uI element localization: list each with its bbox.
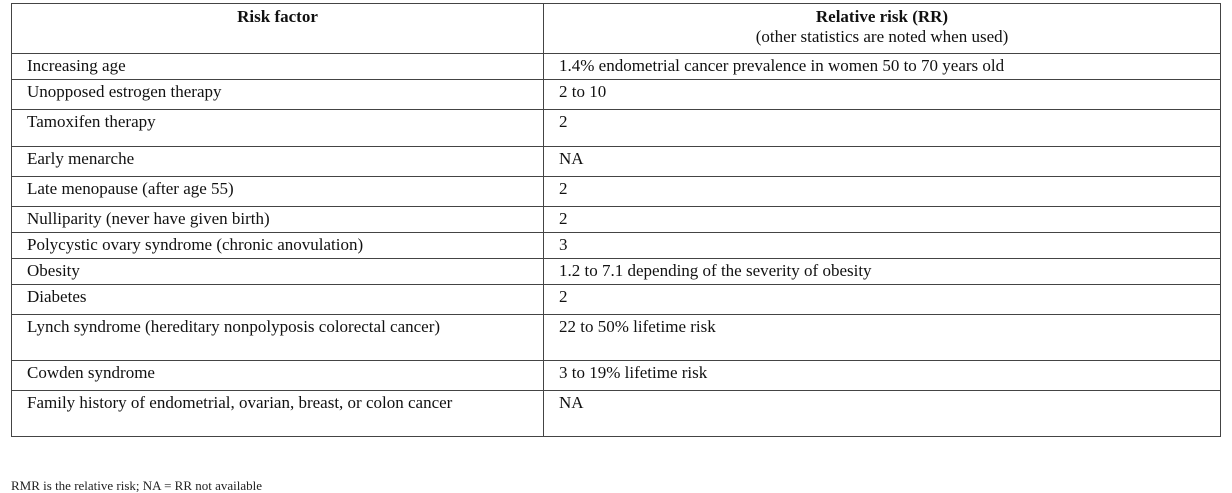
relative-risk-cell: 3 to 19% lifetime risk <box>544 361 1221 391</box>
risk-factor-table <box>11 3 1221 437</box>
relative-risk-cell: 2 <box>544 110 1221 147</box>
header-relative-risk-note: (other statistics are noted when used) <box>755 27 1009 46</box>
table-row <box>12 259 1221 285</box>
risk-factor-cell: Nulliparity (never have given birth) <box>12 207 544 233</box>
relative-risk-cell: 2 <box>544 177 1221 207</box>
relative-risk-cell: NA <box>544 391 1221 437</box>
table-row <box>12 207 1221 233</box>
risk-factor-cell: Obesity <box>12 259 544 285</box>
table-row <box>12 147 1221 177</box>
table-row <box>12 177 1221 207</box>
table-footnote: RMR is the relative risk; NA = RR not available <box>11 478 263 493</box>
risk-factor-cell: Diabetes <box>12 285 544 315</box>
header-relative-risk <box>544 4 1221 54</box>
risk-factor-cell: Early menarche <box>12 147 544 177</box>
table-row <box>12 233 1221 259</box>
relative-risk-cell: 3 <box>544 233 1221 259</box>
table-row <box>12 54 1221 80</box>
risk-factor-cell: Tamoxifen therapy <box>12 110 544 147</box>
header-risk-factor <box>12 4 544 54</box>
table-row <box>12 285 1221 315</box>
table-header-row <box>12 4 1221 54</box>
header-relative-risk-label: Relative risk (RR) <box>815 7 949 26</box>
header-risk-factor-label: Risk factor <box>237 7 318 26</box>
risk-factor-document <box>11 3 1220 437</box>
risk-factor-cell: Increasing age <box>12 54 544 80</box>
table-row <box>12 110 1221 147</box>
risk-factor-cell: Family history of endometrial, ovarian, breast, or colon cancer <box>12 391 544 437</box>
relative-risk-cell: 1.4% endometrial cancer prevalence in women 50 to 70 years old <box>544 54 1221 80</box>
risk-factor-cell: Polycystic ovary syndrome (chronic anovulation) <box>12 233 544 259</box>
relative-risk-cell: 2 <box>544 285 1221 315</box>
risk-factor-cell: Late menopause (after age 55) <box>12 177 544 207</box>
risk-factor-cell: Cowden syndrome <box>12 361 544 391</box>
risk-factor-cell: Unopposed estrogen therapy <box>12 80 544 110</box>
risk-factor-cell: Lynch syndrome (hereditary nonpolyposis colorectal cancer) <box>12 315 544 361</box>
relative-risk-cell: 1.2 to 7.1 depending of the severity of obesity <box>544 259 1221 285</box>
table-row <box>12 391 1221 437</box>
relative-risk-cell: 22 to 50% lifetime risk <box>544 315 1221 361</box>
table-row <box>12 361 1221 391</box>
table-row <box>12 315 1221 361</box>
relative-risk-cell: 2 <box>544 207 1221 233</box>
relative-risk-cell: NA <box>544 147 1221 177</box>
table-row <box>12 80 1221 110</box>
relative-risk-cell: 2 to 10 <box>544 80 1221 110</box>
